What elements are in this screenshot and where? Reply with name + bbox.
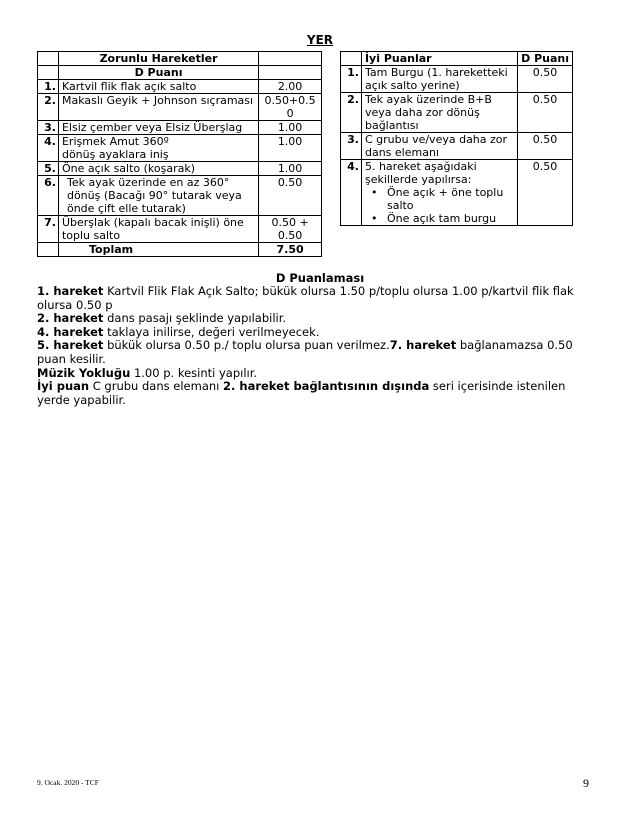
bold-term: 2. hareket bbox=[37, 311, 104, 326]
scoring-paragraph bbox=[37, 380, 585, 407]
table-row bbox=[38, 94, 322, 121]
footer-date: 9. Ocak. 2020 - TCF bbox=[37, 778, 99, 787]
bold-term: 5. hareket bbox=[37, 338, 104, 353]
row-move: Makaslı Geyik + Johnson sıçraması bbox=[58, 94, 258, 121]
row-value: 0.50 bbox=[518, 66, 573, 93]
row-value: 1.00 bbox=[259, 121, 322, 135]
bold-term: Müzik Yokluğu bbox=[37, 365, 131, 380]
row-move: C grubu ve/veya daha zor dans elemanı bbox=[361, 133, 517, 160]
row-value: 1.00 bbox=[259, 162, 322, 176]
row-number: 3. bbox=[38, 121, 59, 135]
row-move: Überşlak (kapalı bacak inişli) öne toplu salto bbox=[58, 216, 258, 243]
row-number: 1. bbox=[38, 80, 59, 94]
header-cell bbox=[58, 52, 258, 66]
row-move-text: 5. hareket aşağıdaki şekillerde yapılırsa: bbox=[364, 160, 477, 186]
scoring-paragraph bbox=[37, 326, 585, 340]
bold-term: 4. hareket bbox=[37, 324, 104, 339]
total-row bbox=[38, 243, 322, 257]
header-blank-cell bbox=[259, 66, 322, 80]
paragraph-text: bağlanamazsa 0.50 puan kesilir. bbox=[37, 338, 573, 366]
scoring-paragraph bbox=[37, 285, 585, 312]
row-value: 0.50 bbox=[518, 93, 573, 133]
table-row bbox=[341, 133, 573, 160]
row-value: 0.50 + 0.50 bbox=[259, 216, 322, 243]
row-move: Tam Burgu (1. hareketteki açık salto yerine) bbox=[361, 66, 517, 93]
row-number: 5. bbox=[38, 162, 59, 176]
list-item: • Öne açık tam burgu bbox=[371, 212, 514, 225]
row-value: 0.50+0.50 bbox=[259, 94, 322, 121]
header-blank-cell bbox=[38, 52, 59, 66]
table-row bbox=[38, 80, 322, 94]
row-move bbox=[361, 160, 517, 226]
table-row bbox=[38, 176, 322, 216]
table-row bbox=[341, 66, 573, 93]
bold-term: 1. hareket bbox=[37, 284, 104, 298]
row-move: Öne açık salto (koşarak) bbox=[58, 162, 258, 176]
row-number: 7. bbox=[38, 216, 59, 243]
row-move: Tek ayak üzerinde en az 360° dönüş (Bacağı 90° tutarak veya önde çift elle tutarak) bbox=[58, 176, 258, 216]
bold-term: İyi puan bbox=[37, 379, 90, 394]
header-blank-cell bbox=[259, 52, 322, 66]
header-blank-cell bbox=[341, 52, 362, 66]
table-row bbox=[38, 121, 322, 135]
bullet-list bbox=[365, 186, 514, 225]
row-value: 0.50 bbox=[259, 176, 322, 216]
paragraph-text: Kartvil Flik Flak Açık Salto; bükük olursa 1.50 p/toplu olursa 1.00 p/kartvil flik flak olursa 0.50 p bbox=[37, 284, 574, 312]
row-value: 1.00 bbox=[259, 135, 322, 162]
row-value: 2.00 bbox=[259, 80, 322, 94]
table-row bbox=[341, 93, 573, 133]
row-move: Elsiz çember veya Elsiz Überşlag bbox=[58, 121, 258, 135]
page-number: 9 bbox=[583, 776, 589, 790]
paragraph-text: C grubu dans elemanı bbox=[89, 379, 224, 394]
header-d-score: D Puanı bbox=[58, 66, 258, 80]
paragraph-text: seri içerisinde istenilen yerde yapabilir. bbox=[37, 379, 566, 407]
table-row bbox=[341, 160, 573, 226]
total-blank-cell bbox=[38, 243, 59, 257]
total-label: Toplam bbox=[58, 243, 258, 257]
scoring-text bbox=[37, 285, 585, 407]
list-item: • Öne açık + öne toplu salto bbox=[371, 186, 514, 212]
row-number: 1. bbox=[341, 66, 362, 93]
mandatory-moves-table bbox=[37, 51, 322, 257]
scoring-paragraph bbox=[37, 339, 585, 366]
page-title: YER bbox=[306, 33, 334, 47]
table-header-row bbox=[341, 52, 573, 66]
paragraph-text: 1.00 p. kesinti yapılır. bbox=[130, 365, 258, 380]
bold-term: 7. hareket bbox=[389, 338, 457, 353]
row-number: 2. bbox=[38, 94, 59, 121]
row-move: Erişmek Amut 360º dönüş ayaklara iniş bbox=[58, 135, 258, 162]
header-title: Zorunlu Hareketler bbox=[99, 52, 218, 65]
header-d-score: D Puanı bbox=[518, 52, 573, 66]
row-number: 4. bbox=[341, 160, 362, 226]
table-header-row bbox=[38, 52, 322, 66]
row-move: Kartvil flik flak açık salto bbox=[58, 80, 258, 94]
row-number: 6. bbox=[38, 176, 59, 216]
header-blank-cell bbox=[38, 66, 59, 80]
paragraph-text: dans pasajı şeklinde yapılabilir. bbox=[103, 311, 287, 326]
scoring-paragraph bbox=[37, 312, 585, 326]
row-move: Tek ayak üzerinde B+B veya daha zor dönüş bağlantısı bbox=[361, 93, 517, 133]
total-value: 7.50 bbox=[259, 243, 322, 257]
row-number: 3. bbox=[341, 133, 362, 160]
table-row bbox=[38, 162, 322, 176]
bonus-points-table bbox=[340, 51, 573, 226]
row-value: 0.50 bbox=[518, 160, 573, 226]
paragraph-text: taklaya inilirse, değeri verilmeyecek. bbox=[103, 324, 320, 339]
table-row bbox=[38, 216, 322, 243]
paragraph-text: bükük olursa 0.50 p./ toplu olursa puan verilmez. bbox=[103, 338, 390, 353]
scoring-title: D Puanlaması bbox=[275, 271, 365, 285]
table-header-row bbox=[38, 66, 322, 80]
header-bonus-points: İyi Puanlar bbox=[361, 52, 517, 66]
row-number: 2. bbox=[341, 93, 362, 133]
row-value: 0.50 bbox=[518, 133, 573, 160]
bold-term: 2. hareket bağlantısının dışında bbox=[223, 379, 430, 394]
row-number: 4. bbox=[38, 135, 59, 162]
table-row bbox=[38, 135, 322, 162]
